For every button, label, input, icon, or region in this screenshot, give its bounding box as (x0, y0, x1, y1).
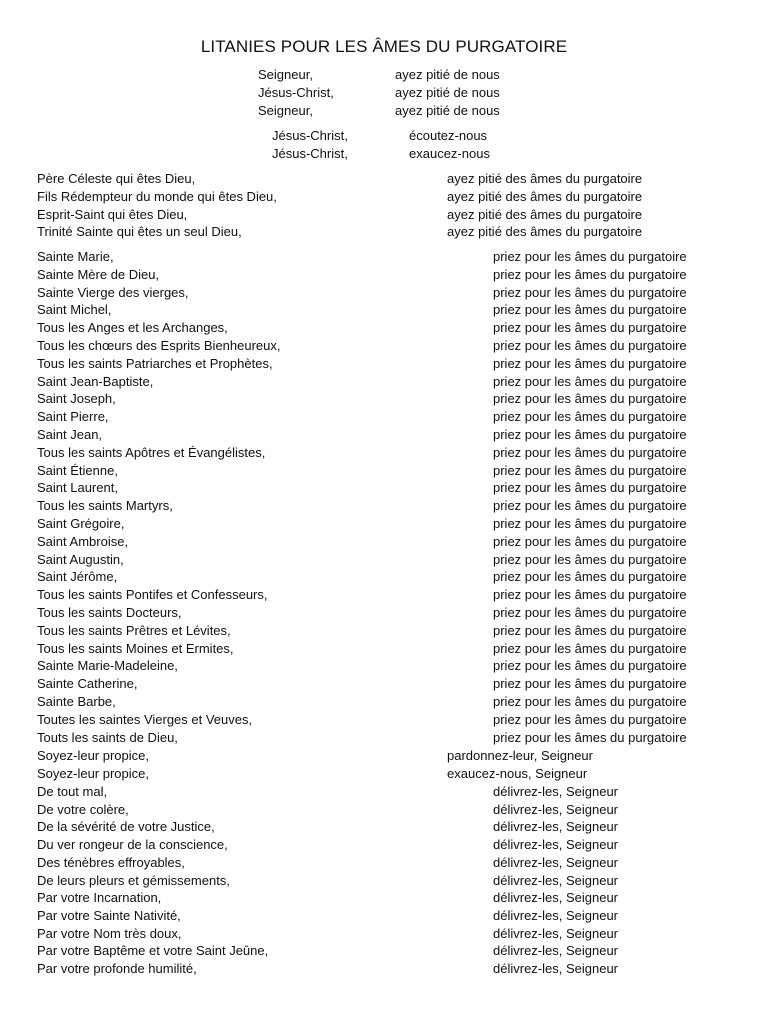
invocation: Par votre Nom très doux, (37, 925, 182, 941)
invocation: Par votre Sainte Nativité, (37, 907, 181, 923)
invocation: Saint Michel, (37, 302, 112, 318)
response: délivrez-les, Seigneur (493, 819, 619, 835)
invocation: Par votre profonde humilité, (37, 961, 197, 976)
invocation: Seigneur, (258, 67, 313, 82)
invocation: Tous les saints Patriarches et Prophètes, (37, 355, 273, 371)
invocation: Saint Jérôme, (37, 569, 118, 585)
invocation: Toutes les saintes Vierges et Veuves, (37, 711, 253, 727)
response: priez pour les âmes du purgatoire (493, 729, 687, 745)
response: priez pour les âmes du purgatoire (493, 658, 687, 674)
response: priez pour les âmes du purgatoire (493, 551, 687, 567)
invocation: Des ténèbres effroyables, (37, 854, 185, 870)
response: priez pour les âmes du purgatoire (493, 640, 687, 656)
invocation: De tout mal, (37, 784, 108, 799)
response: priez pour les âmes du purgatoire (493, 480, 687, 496)
response: priez pour les âmes du purgatoire (493, 373, 687, 389)
invocation: De la sévérité de votre Justice, (37, 819, 215, 835)
invocation: Saint Laurent, (37, 480, 118, 496)
invocation: Tous les chœurs des Esprits Bienheureux, (37, 338, 281, 353)
invocation: Saint Grégoire, (37, 516, 125, 531)
response: ayez pitié des âmes du purgatoire (447, 188, 643, 204)
response: ayez pitié de nous (395, 85, 500, 100)
response: priez pour les âmes du purgatoire (493, 676, 687, 692)
invocation: Tous les saints Prêtres et Lévites, (37, 622, 231, 638)
invocation: Soyez-leur propice, (37, 765, 149, 781)
invocation: Esprit-Saint qui êtes Dieu, (37, 206, 188, 222)
invocation: Jésus-Christ, (272, 146, 348, 161)
invocation: Fils Rédempteur du monde qui êtes Dieu, (37, 188, 277, 204)
response: priez pour les âmes du purgatoire (493, 302, 687, 318)
response: priez pour les âmes du purgatoire (493, 355, 687, 371)
invocation: Tous les saints Docteurs, (37, 605, 182, 620)
response: délivrez-les, Seigneur (493, 890, 619, 906)
invocation: Tous les Anges et les Archanges, (37, 320, 228, 336)
response: délivrez-les, Seigneur (493, 872, 619, 888)
response: délivrez-les, Seigneur (493, 854, 619, 870)
invocation: Sainte Marie-Madeleine, (37, 658, 178, 674)
response: priez pour les âmes du purgatoire (493, 266, 687, 282)
response: priez pour les âmes du purgatoire (493, 284, 687, 300)
invocation: Saint Augustin, (37, 551, 124, 567)
response: délivrez-les, Seigneur (493, 801, 619, 817)
response: priez pour les âmes du purgatoire (493, 498, 687, 514)
response: ayez pitié des âmes du purgatoire (447, 171, 643, 186)
invocation: Tous les saints Pontifes et Confesseurs, (37, 587, 268, 603)
response: ayez pitié de nous (395, 103, 500, 118)
response: priez pour les âmes du purgatoire (493, 409, 687, 425)
invocation: Saint Étienne, (37, 462, 118, 478)
response: priez pour les âmes du purgatoire (493, 427, 687, 442)
invocation: Tous les saints Apôtres et Évangélistes, (37, 444, 266, 460)
invocation: Par votre Baptême et votre Saint Jeûne, (37, 943, 269, 959)
invocation: Sainte Marie, (37, 249, 114, 264)
invocation: Saint Jean, (37, 427, 103, 442)
response: délivrez-les, Seigneur (493, 925, 619, 941)
response: priez pour les âmes du purgatoire (493, 444, 687, 460)
response: priez pour les âmes du purgatoire (493, 533, 687, 549)
invocation: Sainte Barbe, (37, 694, 116, 709)
response: délivrez-les, Seigneur (493, 961, 619, 976)
invocation: Saint Joseph, (37, 391, 116, 407)
invocation: Saint Jean-Baptiste, (37, 373, 154, 389)
response: ayez pitié des âmes du purgatoire (447, 224, 643, 240)
invocation: Sainte Catherine, (37, 676, 138, 692)
invocation: Jésus-Christ, (272, 128, 348, 143)
response: priez pour les âmes du purgatoire (493, 694, 687, 709)
response: priez pour les âmes du purgatoire (493, 462, 687, 478)
invocation: Par votre Incarnation, (37, 890, 162, 906)
invocation: Tous les saints Martyrs, (37, 498, 173, 514)
response: écoutez-nous (409, 128, 488, 143)
response: priez pour les âmes du purgatoire (493, 391, 687, 407)
response: délivrez-les, Seigneur (493, 784, 619, 799)
response: ayez pitié des âmes du purgatoire (447, 206, 643, 222)
invocation: Sainte Mère de Dieu, (37, 266, 160, 282)
response: ayez pitié de nous (395, 67, 500, 82)
response: priez pour les âmes du purgatoire (493, 587, 687, 603)
response: priez pour les âmes du purgatoire (493, 622, 687, 638)
invocation: Seigneur, (258, 103, 313, 118)
response: priez pour les âmes du purgatoire (493, 711, 687, 727)
invocation: Touts les saints de Dieu, (37, 729, 178, 745)
response: exaucez-nous (409, 146, 490, 161)
invocation: Saint Pierre, (37, 409, 109, 425)
response: priez pour les âmes du purgatoire (493, 516, 687, 531)
response: priez pour les âmes du purgatoire (493, 320, 687, 336)
response: priez pour les âmes du purgatoire (493, 249, 687, 264)
response: délivrez-les, Seigneur (493, 907, 619, 923)
invocation: Soyez-leur propice, (37, 748, 149, 763)
page-title: LITANIES POUR LES ÂMES DU PURGATOIRE (200, 37, 568, 56)
response: exaucez-nous, Seigneur (447, 765, 588, 781)
response: pardonnez-leur, Seigneur (447, 748, 593, 763)
invocation: De votre colère, (37, 801, 129, 817)
invocation: De leurs pleurs et gémissements, (37, 872, 230, 888)
invocation: Trinité Sainte qui êtes un seul Dieu, (37, 224, 242, 240)
invocation: Père Céleste qui êtes Dieu, (37, 171, 196, 186)
invocation: Tous les saints Moines et Ermites, (37, 640, 234, 656)
invocation: Du ver rongeur de la conscience, (37, 837, 228, 853)
invocation: Sainte Vierge des vierges, (37, 284, 189, 300)
invocation: Saint Ambroise, (37, 533, 129, 549)
response: délivrez-les, Seigneur (493, 837, 619, 853)
response: délivrez-les, Seigneur (493, 943, 619, 959)
response: priez pour les âmes du purgatoire (493, 605, 687, 620)
response: priez pour les âmes du purgatoire (493, 338, 687, 353)
invocation: Jésus-Christ, (258, 85, 334, 100)
response: priez pour les âmes du purgatoire (493, 569, 687, 585)
